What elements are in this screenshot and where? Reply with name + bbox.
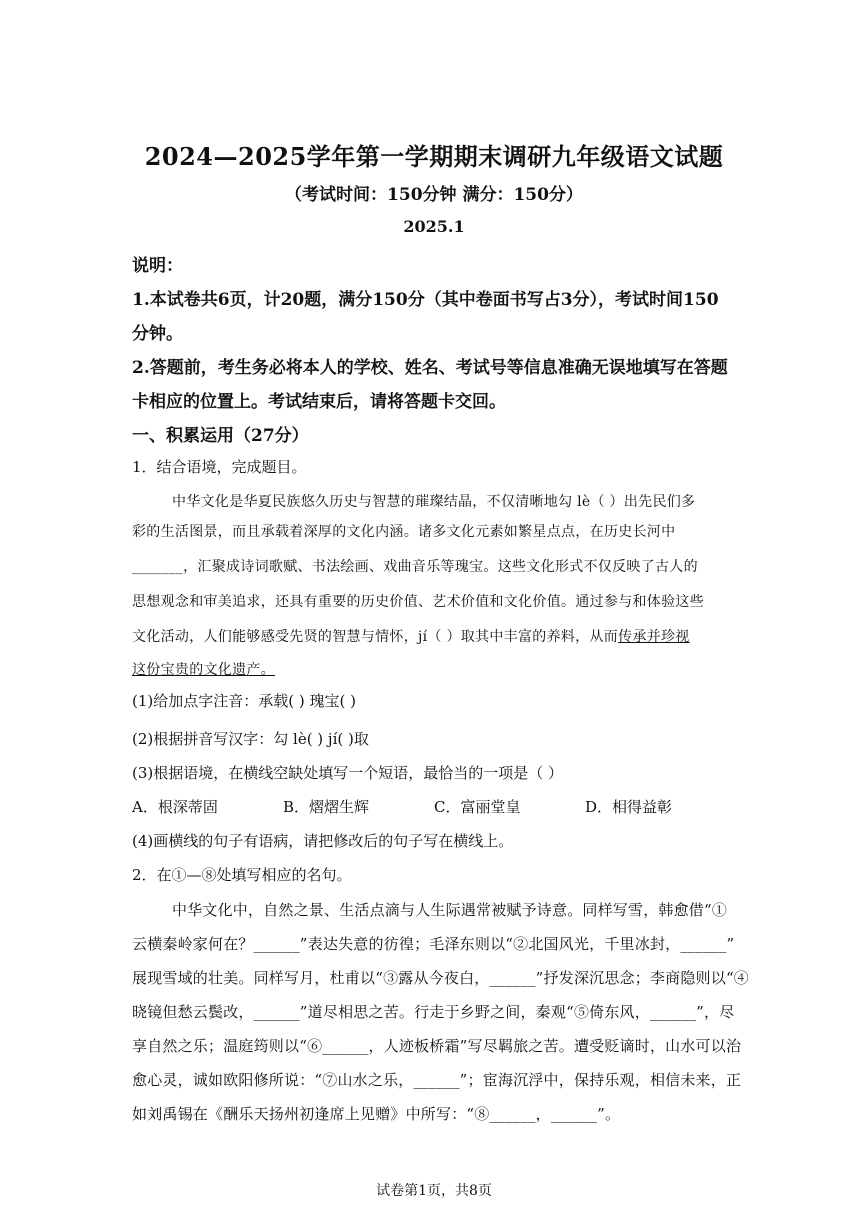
q2-line-1: 中华文化中，自然之景、生活点滴与人生际遇常被赋予诗意。同样写雪，韩愈借“①	[172, 901, 728, 919]
q2-line-7: 如刘禹锡在《酬乐天扬州初逢席上见赠》中所写：“⑧______，______”。	[132, 1105, 621, 1123]
q2-stem: 2．在①—⑧处填写相应的名句。	[132, 866, 352, 884]
q1-passage-line-2: 彩的生活图景，而且承载着深厚的文化内涵。诸多文化元素如繁星点点，在历史长河中	[132, 524, 676, 540]
exam-title: 2024—2025学年第一学期期末调研九年级语文试题	[144, 142, 724, 171]
q2-line-3: 展现雪域的壮美。同样写月，杜甫以“③露从今夜白，______”抒发深沉思念；李商隐则以“④	[132, 969, 750, 987]
q1-option-c: C．富丽堂皇	[434, 798, 521, 816]
q2-line-6: 愈心灵，诚如欧阳修所说：“⑦山水之乐，______”；宦海沉浮中，保持乐观，相信未来，正	[132, 1071, 742, 1089]
q1-passage-line-4: 思想观念和审美追求，还具有重要的历史价值、艺术价值和文化价值。通过参与和体验这些	[132, 594, 704, 610]
notes-heading: 说明：	[132, 256, 183, 276]
exam-subtitle: （考试时间：150分钟 满分：150分）	[285, 185, 583, 205]
q2-line-5: 享自然之乐；温庭筠则以“⑥______，人迹板桥霜”写尽羁旅之苦。遭受贬谪时，山水可以治	[132, 1037, 742, 1055]
q1-passage-line-3: _______，汇聚成诗词歌赋、书法绘画、戏曲音乐等瑰宝。这些文化形式不仅反映了古人的	[132, 559, 698, 575]
q2-line-4: 晓镜但愁云鬓改，______”道尽相思之苦。行走于乡野之间，秦观“⑤倚东风，______”，尽	[132, 1003, 735, 1021]
q1-passage-line-1: 中华文化是华夏民族悠久历史与智慧的璀璨结晶，不仅清晰地勾 lè（ ）出先民们多	[172, 494, 696, 510]
q1-underlined-sentence-part2: 这份宝贵的文化遗产。	[132, 662, 275, 678]
q1-sub1: (1)给加点字注音：承载( ) 瑰宝( )	[132, 692, 356, 710]
q2-line-2: 云横秦岭家何在？______”表达失意的彷徨；毛泽东则以“②北国风光，千里冰封，______”	[132, 935, 735, 953]
q1-sub4: (4)画横线的句子有语病，请把修改后的句子写在横线上。	[132, 832, 514, 850]
section-1-heading: 一、积累运用（27分）	[132, 426, 309, 446]
q1-passage-line-5	[132, 626, 690, 646]
q1-option-a: A．根深蒂固	[132, 798, 218, 816]
q1-underlined-sentence-part1: 传承并珍视	[618, 629, 690, 645]
notes-line-2b: 卡相应的位置上。考试结束后，请将答题卡交回。	[132, 392, 506, 412]
q1-stem: 1．结合语境，完成题目。	[132, 458, 307, 476]
q1-passage-line-5-text: 文化活动，人们能够感受先贤的智慧与情怀，jí（ ）取其中丰富的养料，从而	[132, 629, 619, 645]
notes-line-1a: 1.本试卷共6页，计20题，满分150分（其中卷面书写占3分），考试时间150	[132, 290, 719, 310]
exam-date: 2025.1	[403, 217, 465, 236]
q1-option-b: B．熠熠生辉	[283, 798, 370, 816]
q1-sub3: (3)根据语境，在横线空缺处填写一个短语，最恰当的一项是（ ）	[132, 764, 564, 782]
page-footer: 试卷第1页，共8页	[376, 1183, 492, 1199]
notes-line-1b: 分钟。	[132, 324, 183, 344]
q1-sub2: (2)根据拼音写汉字：勾 lè( ) jí( )取	[132, 730, 369, 748]
q1-option-d: D．相得益彰	[585, 798, 673, 816]
notes-line-2a: 2.答题前，考生务必将本人的学校、姓名、考试号等信息准确无误地填写在答题	[132, 358, 728, 378]
